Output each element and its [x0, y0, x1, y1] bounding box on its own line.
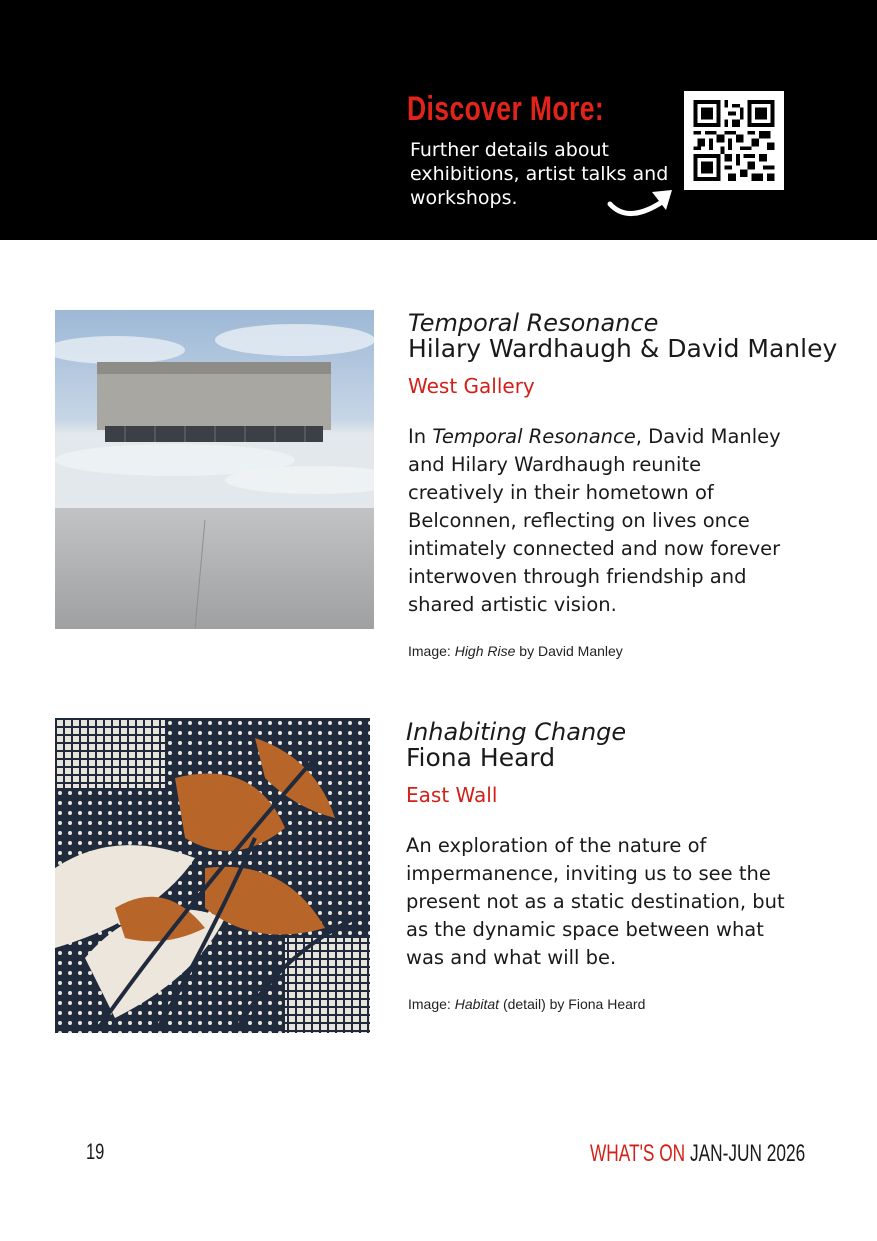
- event-venue: East Wall: [406, 783, 498, 807]
- high-rise-image: [55, 310, 374, 629]
- image-credit: Image: High Rise by David Manley: [408, 643, 623, 659]
- image-credit: Image: Habitat (detail) by Fiona Heard: [408, 996, 646, 1012]
- discover-banner: [0, 0, 877, 240]
- event-artist: Hilary Wardhaugh & David Manley: [408, 334, 838, 363]
- event-title: Temporal Resonance: [408, 309, 659, 337]
- qr-code[interactable]: [684, 91, 784, 190]
- footer-label: WHAT'S ON JAN-JUN 2026: [590, 1140, 806, 1167]
- curved-arrow-icon: [606, 182, 678, 224]
- event-venue: West Gallery: [408, 374, 535, 398]
- event-inhabiting-change: [406, 719, 846, 1012]
- discover-title: Discover More:: [407, 90, 605, 128]
- discover-description: Further details about exhibitions, artist talks and workshops.: [410, 139, 669, 209]
- event-title: Inhabiting Change: [406, 718, 627, 746]
- event-description: An exploration of the nature of impermanence, inviting us to see the present not as a static destination, but as the dynamic space between what was and what will be.: [406, 834, 785, 969]
- event-temporal-resonance: [408, 310, 848, 659]
- event-description: In Temporal Resonance, David Manley and Hilary Wardhaugh reunite creatively in their hometown of Belconnen, reflecting on lives once intimately connected and now forever interwoven through friendship and shared artistic vision.: [408, 425, 781, 616]
- habitat-image: [55, 718, 370, 1033]
- page-number: 19: [86, 1139, 105, 1164]
- event-artist: Fiona Heard: [406, 743, 556, 772]
